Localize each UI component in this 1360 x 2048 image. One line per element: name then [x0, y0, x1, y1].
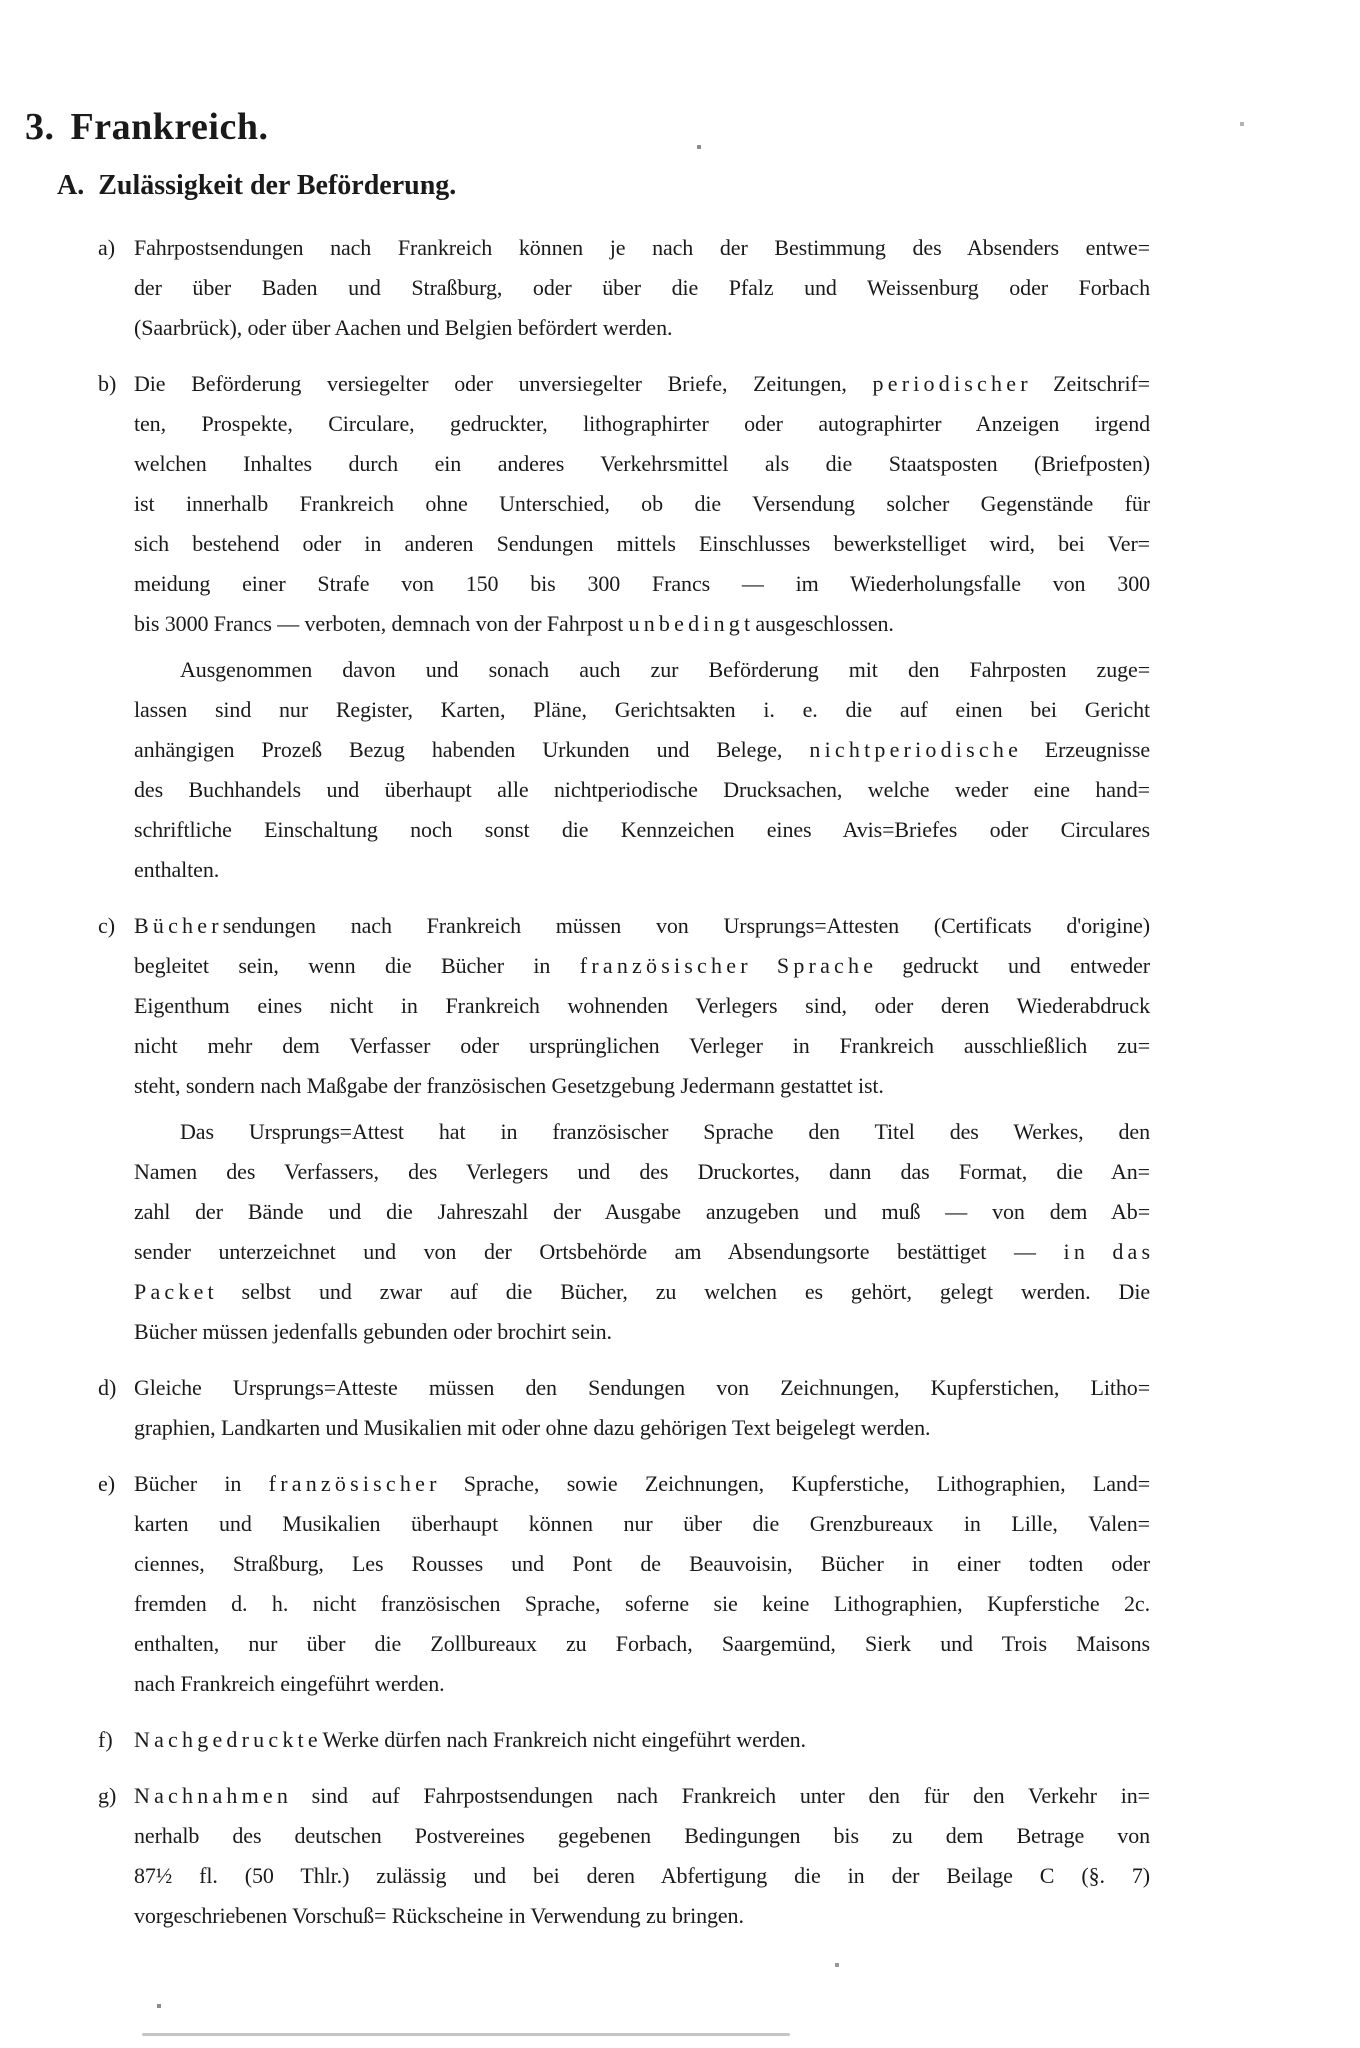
text-line: Bücher in f r a n z ö s i s c h e r Sprache, sowie Zeichnungen, Kupferstiche, Lithographien, Land=	[134, 1471, 1150, 1496]
scan-artifact-line	[142, 2033, 790, 2036]
text-line: begleitet sein, wenn die Bücher in f r a n z ö s i s c h e r S p r a c h e gedruckt und entweder	[134, 953, 1150, 978]
item-body	[134, 906, 1150, 1106]
item-body	[134, 1776, 1150, 1936]
text-line: Die Beförderung versiegelter oder unversiegelter Briefe, Zeitungen, p e r i o d i s c h e r Zeitschrif=	[134, 371, 1150, 396]
text-line: welchen Inhaltes durch ein anderes Verkehrsmittel als die Staatsposten (Briefposten)	[134, 451, 1150, 476]
text-line: nach Frankreich eingeführt werden.	[134, 1671, 445, 1696]
text-line: Bücher müssen jedenfalls gebunden oder brochirt sein.	[134, 1319, 612, 1344]
text-line: der über Baden und Straßburg, oder über die Pfalz und Weissenburg oder Forbach	[134, 275, 1150, 300]
text-line: graphien, Landkarten und Musikalien mit oder ohne dazu gehörigen Text beigelegt werden.	[134, 1415, 931, 1440]
section-title: Zulässigkeit der Beförderung.	[98, 170, 457, 201]
item-body	[134, 364, 1150, 644]
item-body	[134, 228, 1150, 348]
item-label: b)	[98, 371, 117, 396]
text-line: schriftliche Einschaltung noch sonst die Kennzeichen eines Avis=Briefes oder Circulares	[134, 817, 1150, 842]
text-line: anhängigen Prozeß Bezug habenden Urkunden und Belege, n i c h t p e r i o d i s c h e Erzeugnisse	[134, 737, 1150, 762]
paragraph-e	[98, 1464, 1150, 1704]
item-body	[134, 1112, 1150, 1352]
text-line: ist innerhalb Frankreich ohne Unterschied, ob die Versendung solcher Gegenstände für	[134, 491, 1150, 516]
text-line: vorgeschriebenen Vorschuß= Rückscheine in Verwendung zu bringen.	[134, 1903, 744, 1928]
text-line: des Buchhandels und überhaupt alle nichtperiodische Drucksachen, welche weder eine hand=	[134, 777, 1150, 802]
text-line: steht, sondern nach Maßgabe der französischen Gesetzgebung Jedermann gestattet ist.	[134, 1073, 884, 1098]
item-body	[134, 1368, 1150, 1448]
text-line: karten und Musikalien überhaupt können nur über die Grenzbureaux in Lille, Valen=	[134, 1511, 1150, 1536]
paragraph-a	[98, 228, 1150, 348]
item-label: g)	[98, 1783, 117, 1808]
text-line: lassen sind nur Register, Karten, Pläne, Gerichtsakten i. e. die auf einen bei Gericht	[134, 697, 1150, 722]
text-line: enthalten, nur über die Zollbureaux zu Forbach, Saargemünd, Sierk und Trois Maisons	[134, 1631, 1150, 1656]
text-line: nerhalb des deutschen Postvereines gegebenen Bedingungen bis zu dem Betrage von	[134, 1823, 1150, 1848]
text-line: meidung einer Strafe von 150 bis 300 Francs — im Wiederholungsfalle von 300	[134, 571, 1150, 596]
item-label: a)	[98, 235, 116, 260]
text-line: Gleiche Ursprungs=Atteste müssen den Sendungen von Zeichnungen, Kupferstichen, Litho=	[134, 1375, 1150, 1400]
item-label	[98, 650, 134, 890]
scan-specks	[0, 0, 2, 2]
section-label: A.	[57, 170, 85, 201]
text-line: Ausgenommen davon und sonach auch zur Beförderung mit den Fahrposten zuge=	[180, 657, 1150, 682]
title-text: Frankreich.	[70, 106, 269, 148]
item-body	[134, 650, 1150, 890]
item-label: d)	[98, 1375, 117, 1400]
page-title	[25, 104, 1360, 150]
paragraph-d	[98, 1368, 1150, 1448]
text-line: B ü c h e r sendungen nach Frankreich müssen von Ursprungs=Attesten (Certificats d'origine)	[134, 913, 1150, 938]
text-line: ciennes, Straßburg, Les Rousses und Pont de Beauvoisin, Bücher in einer todten oder	[134, 1551, 1150, 1576]
text-line: 87½ fl. (50 Thlr.) zulässig und bei deren Abfertigung die in der Beilage C (§. 7)	[134, 1863, 1150, 1888]
item-body	[134, 1720, 1150, 1760]
text-line: Das Ursprungs=Attest hat in französischer Sprache den Titel des Werkes, den	[180, 1119, 1150, 1144]
paragraph-c-cont	[98, 1112, 1150, 1352]
text-line: N a c h g e d r u c k t e Werke dürfen nach Frankreich nicht eingeführt werden.	[134, 1727, 806, 1752]
item-label: c)	[98, 913, 116, 938]
paragraph-f	[98, 1720, 1150, 1760]
text-line: sender unterzeichnet und von der Ortsbehörde am Absendungsorte bestättiget — i n d a s	[134, 1239, 1150, 1264]
paragraph-c	[98, 906, 1150, 1106]
text-line: N a c h n a h m e n sind auf Fahrpostsendungen nach Frankreich unter den für den Verkehr in=	[134, 1783, 1150, 1808]
text-line: Fahrpostsendungen nach Frankreich können je nach der Bestimmung des Absenders entwe=	[134, 235, 1150, 260]
text-line: ten, Prospekte, Circulare, gedruckter, lithographirter oder autographirter Anzeigen irgend	[134, 411, 1150, 436]
paragraph-g	[98, 1776, 1150, 1936]
text-line: bis 3000 Francs — verboten, demnach von der Fahrpost u n b e d i n g t ausgeschlossen.	[134, 611, 894, 636]
title-number: 3.	[25, 106, 55, 148]
item-list	[98, 228, 1150, 1936]
text-line: (Saarbrück), oder über Aachen und Belgien befördert werden.	[134, 315, 673, 340]
paragraph-b-cont	[98, 650, 1150, 890]
paragraph-b	[98, 364, 1150, 644]
item-label	[98, 1112, 134, 1352]
section-heading	[57, 168, 1360, 204]
item-label: e)	[98, 1471, 116, 1496]
text-line: Namen des Verfassers, des Verlegers und des Druckortes, dann das Format, die An=	[134, 1159, 1150, 1184]
text-line: Eigenthum eines nicht in Frankreich wohnenden Verlegers sind, oder deren Wiederabdruck	[134, 993, 1150, 1018]
text-line: P a c k e t selbst und zwar auf die Bücher, zu welchen es gehört, gelegt werden. Die	[134, 1279, 1150, 1304]
text-line: enthalten.	[134, 857, 220, 882]
item-body	[134, 1464, 1150, 1704]
item-label: f)	[98, 1727, 113, 1752]
text-line: zahl der Bände und die Jahreszahl der Ausgabe anzugeben und muß — von dem Ab=	[134, 1199, 1150, 1224]
text-line: sich bestehend oder in anderen Sendungen mittels Einschlusses bewerkstelliget wird, bei Ver=	[134, 531, 1150, 556]
text-line: fremden d. h. nicht französischen Sprache, soferne sie keine Lithographien, Kupferstiche 2c.	[134, 1591, 1150, 1616]
text-line: nicht mehr dem Verfasser oder ursprünglichen Verleger in Frankreich ausschließlich zu=	[134, 1033, 1150, 1058]
